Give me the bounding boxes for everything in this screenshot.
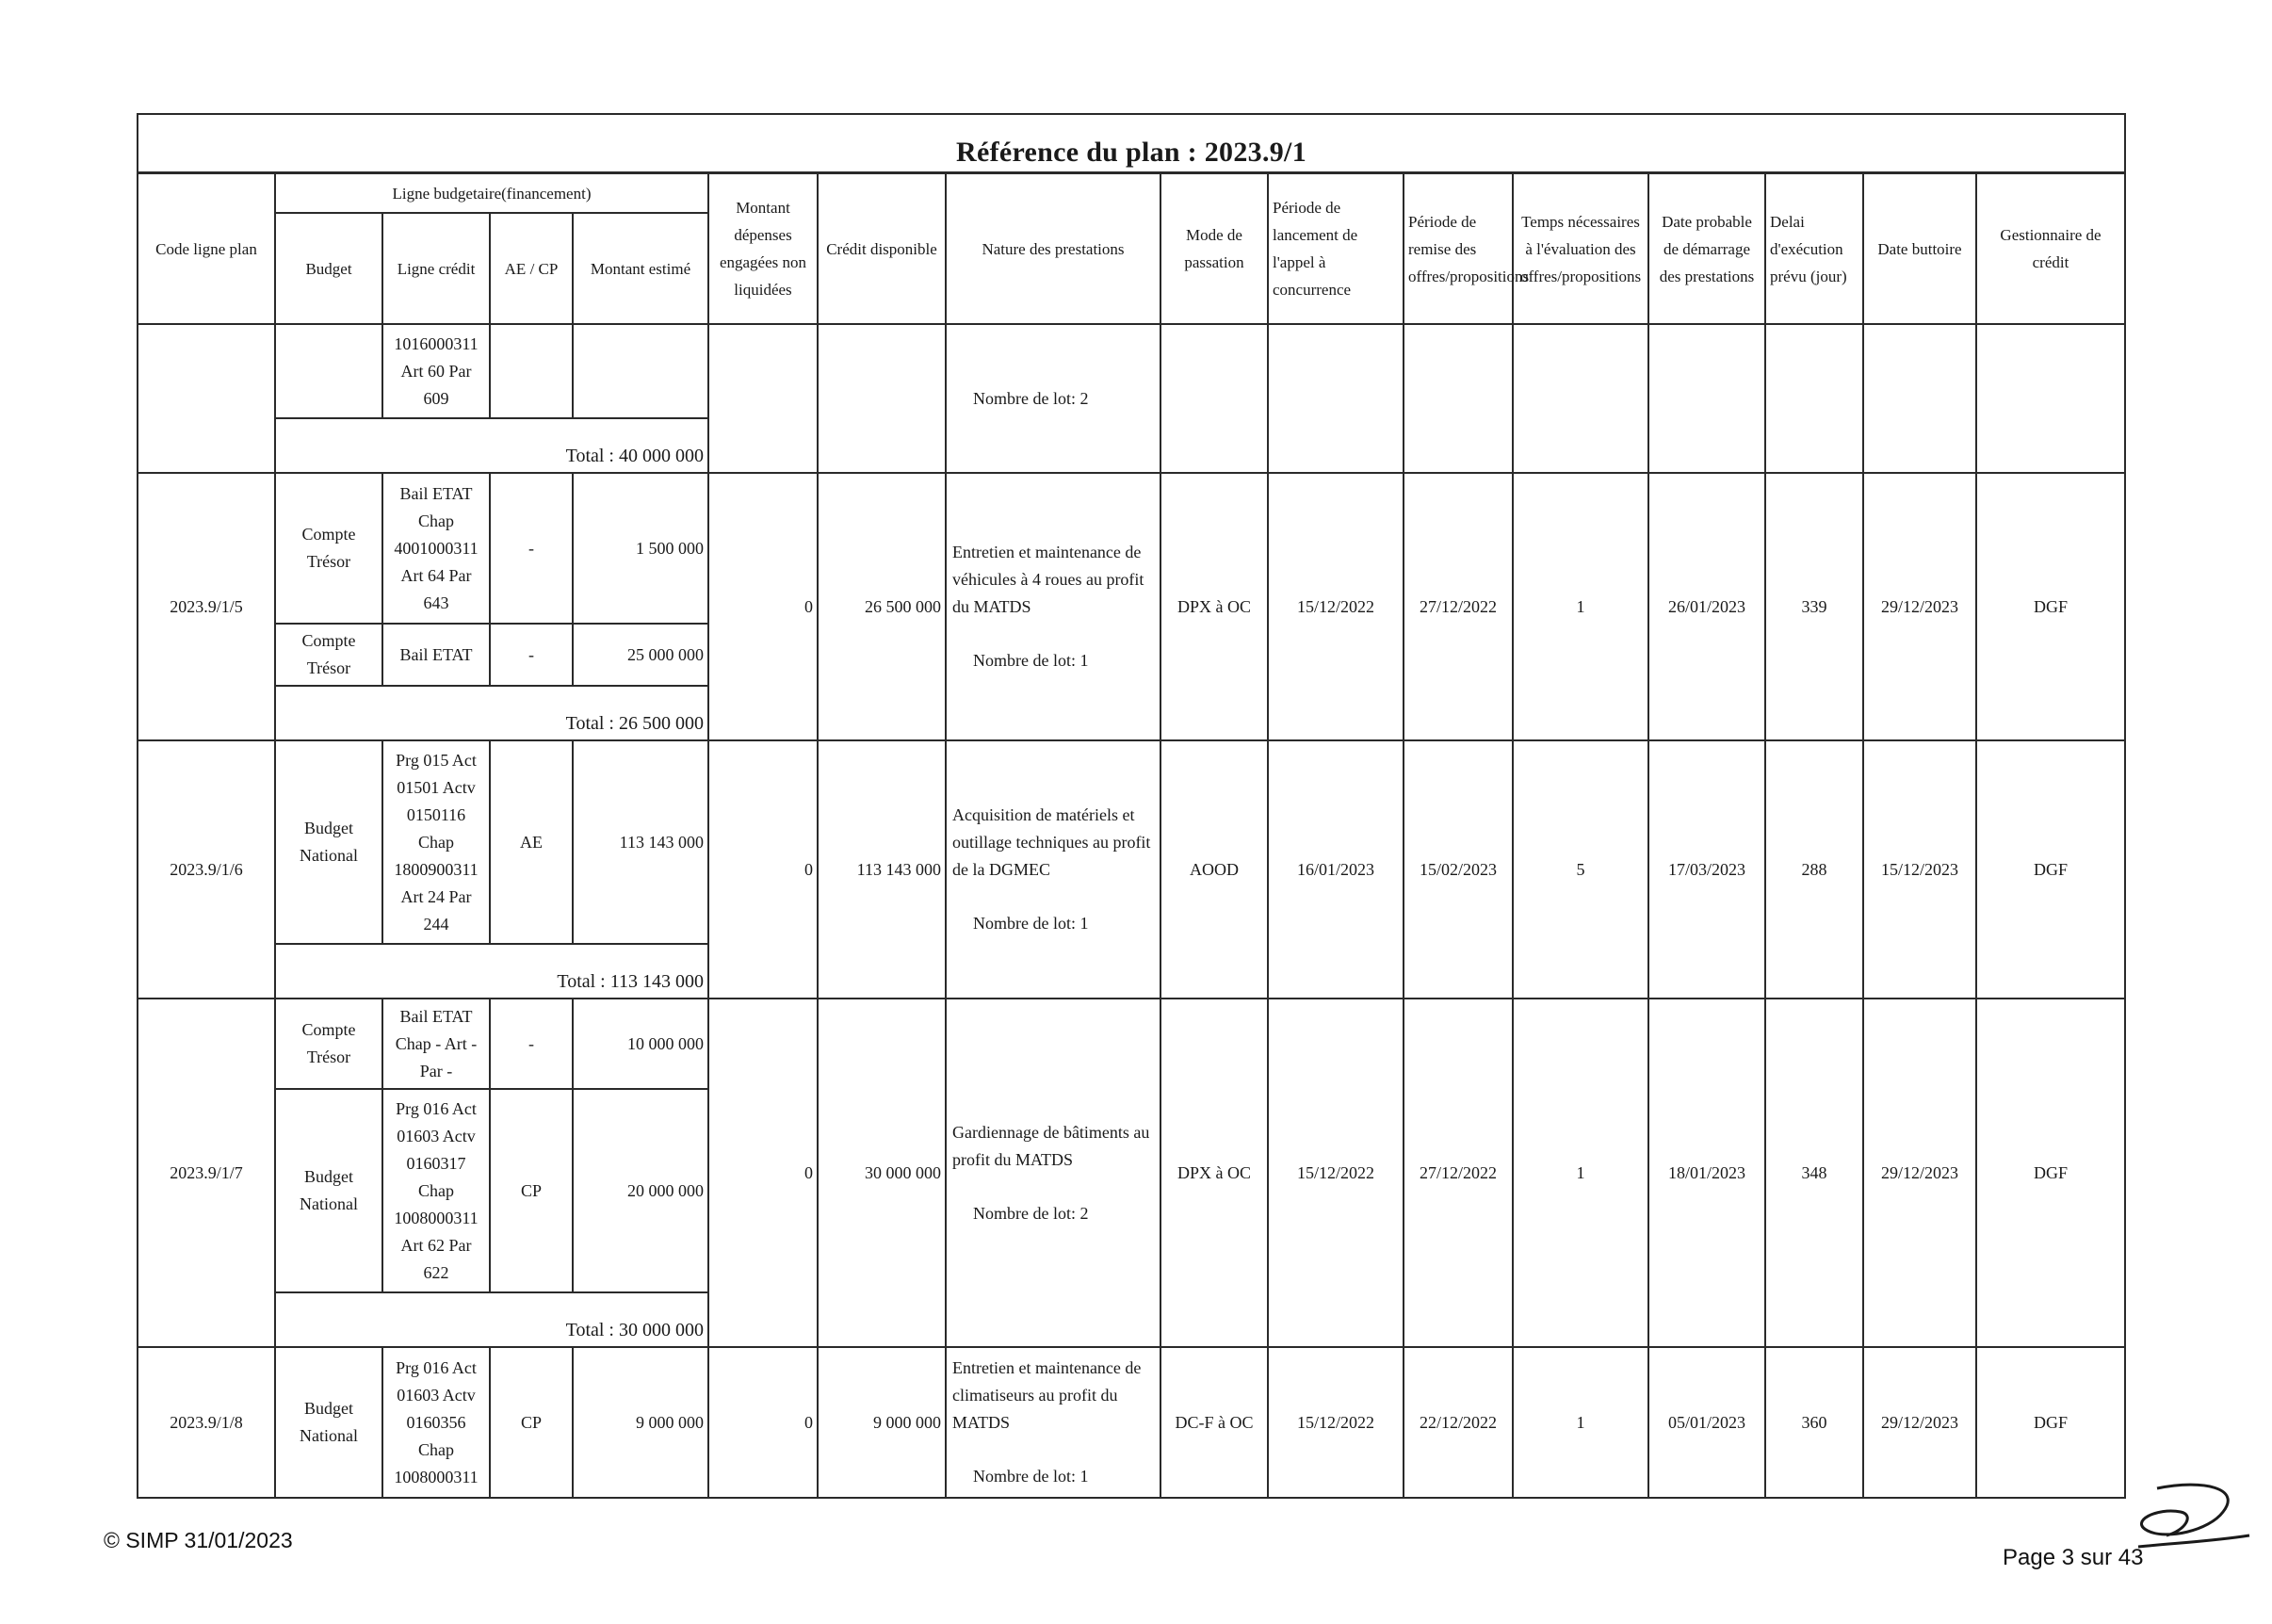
cell-budget: Budget National (275, 740, 382, 944)
cell-montant: 1 500 000 (573, 473, 708, 624)
cell-ae-cp (490, 324, 573, 418)
cell-mode: DPX à OC (1160, 473, 1268, 740)
cell-nature (946, 740, 1160, 999)
col-mode-passation: Mode de passation (1160, 173, 1268, 325)
cell-total: Total : 40 000 000 (275, 418, 708, 473)
cell-total: Total : 26 500 000 (275, 686, 708, 740)
nature-text: Gardiennage de bâtiments au profit du MATDS (952, 1122, 1150, 1169)
cell-lancement: 15/12/2022 (1268, 1347, 1404, 1498)
cell-nature (946, 324, 1160, 473)
table-row (138, 473, 2125, 624)
col-group-ligne-budgetaire: Ligne budgetaire(financement) (275, 173, 708, 214)
cell-ae-cp: AE (490, 740, 573, 944)
cell-ae-cp: - (490, 473, 573, 624)
cell-temps: 5 (1513, 740, 1648, 999)
cell-lancement: 16/01/2023 (1268, 740, 1404, 999)
cell-nature (946, 999, 1160, 1347)
col-ae-cp: AE / CP (490, 213, 573, 324)
cell-credit-disponible: 9 000 000 (818, 1347, 946, 1498)
lots-text: Nombre de lot: 1 (973, 914, 1089, 933)
cell-code (138, 324, 275, 473)
table-row (138, 1347, 2125, 1498)
cell-gestionnaire: DGF (1976, 473, 2125, 740)
cell-credit-disponible: 113 143 000 (818, 740, 946, 999)
cell-buttoire: 29/12/2023 (1863, 999, 1976, 1347)
cell-ligne-credit: Prg 016 Act 01603 Actv 0160317 Chap 1008000311 Art 62 Par 622 (382, 1089, 490, 1292)
cell-buttoire: 29/12/2023 (1863, 1347, 1976, 1498)
cell-remise (1404, 324, 1513, 473)
col-montant-estime: Montant estimé (573, 213, 708, 324)
col-delai-execution: Delai d'exécution prévu (jour) (1765, 173, 1863, 325)
lots-text: Nombre de lot: 1 (973, 651, 1089, 670)
cell-remise: 27/12/2022 (1404, 473, 1513, 740)
cell-code: 2023.9/1/7 (138, 999, 275, 1347)
lots-text: Nombre de lot: 2 (973, 388, 1089, 408)
page-number: Page 3 sur 43 (2003, 1545, 2144, 1570)
cell-montant: 9 000 000 (573, 1347, 708, 1498)
cell-demarrage: 26/01/2023 (1648, 473, 1765, 740)
cell-delai (1765, 324, 1863, 473)
cell-budget (275, 324, 382, 418)
cell-buttoire: 29/12/2023 (1863, 473, 1976, 740)
cell-demarrage: 17/03/2023 (1648, 740, 1765, 999)
cell-montant: 10 000 000 (573, 999, 708, 1089)
cell-montant-depenses: 0 (708, 473, 818, 740)
cell-delai: 360 (1765, 1347, 1863, 1498)
plan-sheet (137, 113, 2124, 1499)
cell-code: 2023.9/1/6 (138, 740, 275, 999)
cell-demarrage (1648, 324, 1765, 473)
procurement-plan-table (137, 113, 2126, 1499)
col-gestionnaire: Gestionnaire de crédit (1976, 173, 2125, 325)
cell-gestionnaire (1976, 324, 2125, 473)
col-periode-remise: Période de remise des offres/propositions (1404, 173, 1513, 325)
cell-budget: Budget National (275, 1089, 382, 1292)
cell-temps (1513, 324, 1648, 473)
cell-montant-depenses: 0 (708, 999, 818, 1347)
nature-text: Acquisition de matériels et outillage techniques au profit de la DGMEC (952, 805, 1151, 879)
cell-mode: DC-F à OC (1160, 1347, 1268, 1498)
cell-delai: 348 (1765, 999, 1863, 1347)
table-row (138, 999, 2125, 1089)
cell-total: Total : 30 000 000 (275, 1292, 708, 1347)
nature-text: Entretien et maintenance de climatiseurs au profit du MATDS (952, 1358, 1142, 1432)
cell-ae-cp: CP (490, 1347, 573, 1498)
col-credit-disponible: Crédit disponible (818, 173, 946, 325)
cell-ligne-credit: Prg 016 Act 01603 Actv 0160356 Chap 1008000311 (382, 1347, 490, 1498)
lots-text: Nombre de lot: 2 (973, 1203, 1089, 1223)
cell-mode: DPX à OC (1160, 999, 1268, 1347)
cell-credit-disponible: 30 000 000 (818, 999, 946, 1347)
col-date-demarrage: Date probable de démarrage des prestations (1648, 173, 1765, 325)
col-temps-evaluation: Temps nécessaires à l'évaluation des offres/propositions (1513, 173, 1648, 325)
cell-montant (573, 324, 708, 418)
cell-code: 2023.9/1/8 (138, 1347, 275, 1498)
nature-text: Entretien et maintenance de véhicules à 4 roues au profit du MATDS (952, 543, 1144, 616)
cell-buttoire (1863, 324, 1976, 473)
cell-gestionnaire: DGF (1976, 740, 2125, 999)
lots-text: Nombre de lot: 1 (973, 1467, 1089, 1486)
cell-ae-cp: CP (490, 1089, 573, 1292)
cell-montant: 20 000 000 (573, 1089, 708, 1292)
cell-remise: 15/02/2023 (1404, 740, 1513, 999)
cell-delai: 339 (1765, 473, 1863, 740)
cell-montant-depenses: 0 (708, 1347, 818, 1498)
cell-nature (946, 1347, 1160, 1498)
cell-mode (1160, 324, 1268, 473)
cell-budget: Compte Trésor (275, 473, 382, 624)
cell-montant-depenses: 0 (708, 740, 818, 999)
cell-ligne-credit: Bail ETAT Chap - Art - Par - (382, 999, 490, 1089)
cell-ae-cp: - (490, 624, 573, 686)
cell-budget: Compte Trésor (275, 624, 382, 686)
cell-credit-disponible (818, 324, 946, 473)
cell-ligne-credit: 1016000311 Art 60 Par 609 (382, 324, 490, 418)
cell-credit-disponible: 26 500 000 (818, 473, 946, 740)
cell-budget: Compte Trésor (275, 999, 382, 1089)
cell-lancement: 15/12/2022 (1268, 473, 1404, 740)
cell-ligne-credit: Bail ETAT (382, 624, 490, 686)
cell-temps: 1 (1513, 473, 1648, 740)
cell-nature (946, 473, 1160, 740)
col-montant-depenses: Montant dépenses engagées non liquidées (708, 173, 818, 325)
col-budget: Budget (275, 213, 382, 324)
col-date-buttoire: Date buttoire (1863, 173, 1976, 325)
cell-ligne-credit: Bail ETAT Chap 4001000311 Art 64 Par 643 (382, 473, 490, 624)
col-nature-prestations: Nature des prestations (946, 173, 1160, 325)
cell-montant: 25 000 000 (573, 624, 708, 686)
cell-budget: Budget National (275, 1347, 382, 1498)
plan-reference-title: Référence du plan : 2023.9/1 (138, 114, 2125, 173)
cell-lancement: 15/12/2022 (1268, 999, 1404, 1347)
cell-delai: 288 (1765, 740, 1863, 999)
table-row (138, 740, 2125, 944)
cell-gestionnaire: DGF (1976, 1347, 2125, 1498)
cell-mode: AOOD (1160, 740, 1268, 999)
col-periode-lancement: Période de lancement de l'appel à concurrence (1268, 173, 1404, 325)
col-ligne-credit: Ligne crédit (382, 213, 490, 324)
cell-demarrage: 18/01/2023 (1648, 999, 1765, 1347)
cell-code: 2023.9/1/5 (138, 473, 275, 740)
cell-remise: 27/12/2022 (1404, 999, 1513, 1347)
cell-montant: 113 143 000 (573, 740, 708, 944)
cell-ligne-credit: Prg 015 Act 01501 Actv 0150116 Chap 1800900311 Art 24 Par 244 (382, 740, 490, 944)
signature-icon (2101, 1479, 2251, 1554)
copyright-footer: © SIMP 31/01/2023 (104, 1528, 293, 1552)
cell-montant-depenses (708, 324, 818, 473)
cell-buttoire: 15/12/2023 (1863, 740, 1976, 999)
cell-demarrage: 05/01/2023 (1648, 1347, 1765, 1498)
cell-ae-cp: - (490, 999, 573, 1089)
cell-total: Total : 113 143 000 (275, 944, 708, 999)
col-code-ligne-plan: Code ligne plan (138, 173, 275, 325)
table-row (138, 324, 2125, 418)
cell-temps: 1 (1513, 1347, 1648, 1498)
cell-remise: 22/12/2022 (1404, 1347, 1513, 1498)
cell-gestionnaire: DGF (1976, 999, 2125, 1347)
cell-lancement (1268, 324, 1404, 473)
cell-temps: 1 (1513, 999, 1648, 1347)
